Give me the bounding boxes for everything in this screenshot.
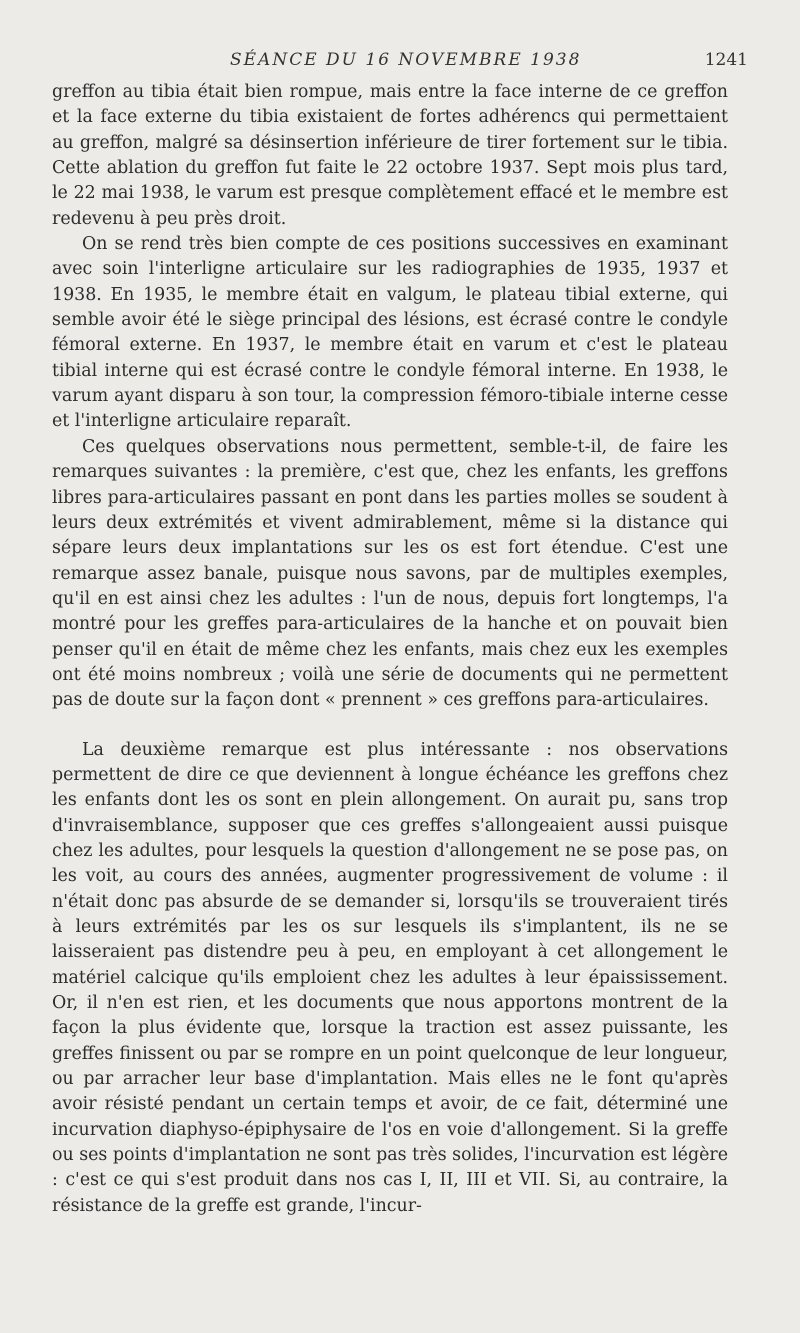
paragraph: On se rend très bien compte de ces positions successives en examinant avec soin l'interligne articulaire sur les radiographies de 1935, 1937 et 1938. En 1935, le membre était en valgum, le plateau tibial externe, qui semble avoir été le siège principal des lésions, est écrasé contre le condyle fémoral externe. En 1937, le membre était en varum et c'est le plateau tibial interne qui est écrasé contre le condyle fémoral interne. En 1938, le varum ayant disparu à son tour, la compression fémoro-tibiale interne cesse et l'interligne articulaire reparaît. bbox=[52, 234, 728, 432]
body-text bbox=[52, 80, 728, 1219]
paragraph-continued: greffon au tibia était bien rompue, mais entre la face interne de ce greffon et la face externe du tibia existaient de fortes adhérencs qui permettaient au greffon, malgré sa désinsertion inférieure de tirer fortement sur le tibia. Cette ablation du greffon fut faite le 22 octobre 1937. Sept mois plus tard, le 22 mai 1938, le varum est presque complètement effacé et le membre est redevenu à peu près droit. bbox=[52, 82, 728, 229]
page-number: 1241 bbox=[704, 50, 748, 70]
paragraph: La deuxième remarque est plus intéressante : nos observations permettent de dire ce que deviennent à longue échéance les greffons chez les enfants dont les os sont en plein allongement. On aurait pu, sans trop d'invraisemblance, supposer que ces greffes s'allongeaient aussi puisque chez les adultes, pour lesquels la question d'allongement ne se pose pas, on les voit, au cours des années, augmenter progressivement de volume : il n'était donc pas absurde de se demander si, lorsqu'ils se trouveraient tirés à leurs extrémités par les os sur lesquels ils s'implantent, ils ne se laisseraient pas distendre peu à peu, en employant à cet allongement le matériel calcique qu'ils emploient chez les adultes à leur épaississement. Or, il n'en est rien, et les documents que nous apportons montrent de la façon la plus évidente que, lorsque la traction est assez puissante, les greffes finissent ou par se rompre en un point quelconque de leur longueur, ou par arracher leur base d'implantation. Mais elles ne le font qu'après avoir résisté pendant un certain temps et avoir, de ce fait, déterminé une incurvation diaphyso-épiphysaire de l'os en voie d'allongement. Si la greffe ou ses points d'implantation ne sont pas très solides, l'incurvation est légère : c'est ce qui s'est produit dans nos cas I, II, III et VII. Si, au contraire, la résistance de la greffe est grande, l'incur- bbox=[52, 739, 728, 1216]
page-header bbox=[52, 50, 748, 80]
paragraph: Ces quelques observations nous permettent, semble-t-il, de faire les remarques suivantes : la première, c'est que, chez les enfants, les greffons libres para-articulaires passant en pont dans les parties molles se soudent à leurs deux extrémités et vivent admirablement, même si la distance qui sépare leurs deux implantations sur les os est fort étendue. C'est une remarque assez banale, puisque nous savons, par de multiples exemples, qu'il en est ainsi chez les adultes : l'un de nous, depuis fort longtemps, l'a montré pour les greffes para-articulaires de la hanche et on pouvait bien penser qu'il en était de même chez les enfants, mais chez eux les exemples ont été moins nombreux ; voilà une série de documents qui ne permettent pas de doute sur la façon dont « prennent » ces greffons para-articulaires. bbox=[52, 436, 728, 711]
running-title: SÉANCE DU 16 NOVEMBRE 1938 bbox=[230, 50, 582, 70]
